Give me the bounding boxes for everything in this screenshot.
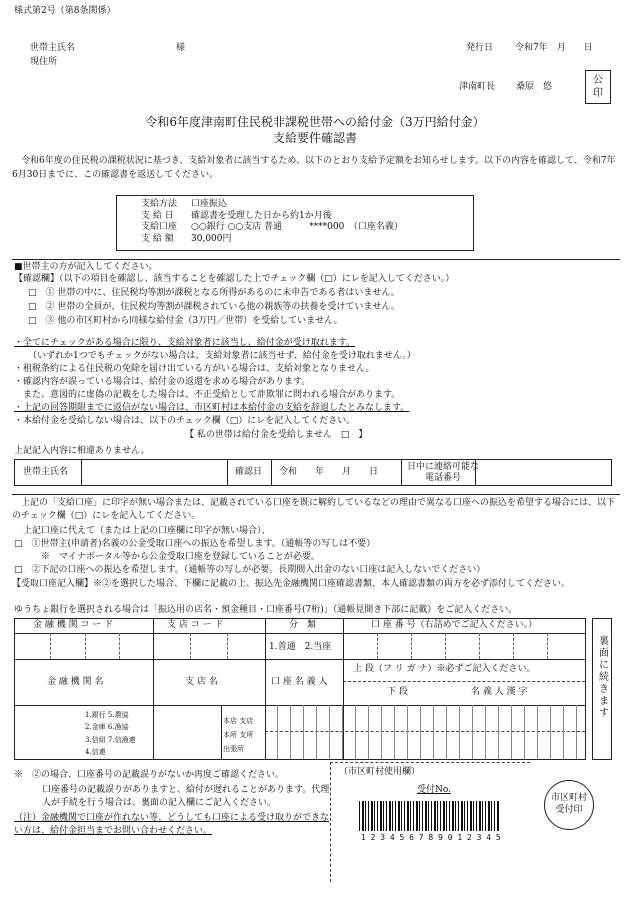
note-6: ・上記の回答期限までに返信がない場合は、市区町村は本給付金の支給を辞退したとみなします。: [14, 403, 410, 413]
official-seal: 公 印: [585, 70, 611, 104]
sig-date-label: 確認日: [235, 467, 263, 477]
decline-checkbox[interactable]: 【 私の世帯は給付金を受給しません □ 】: [185, 430, 368, 440]
note-4: ・確認内容が誤っている場合は、給付金の返還を求める場合があります。: [14, 377, 311, 387]
holder-char-grid[interactable]: [265, 705, 585, 759]
sig-date-field[interactable]: 令和 年 月 日: [279, 467, 379, 477]
check-item-2[interactable]: □ ② 世帯の全員が、住民税均等割が課税されている他の親族等の扶養を受けていません。: [28, 302, 400, 312]
payment-info-box: [116, 195, 474, 251]
payment-row: 支給口座 ○○銀行 ○○支店 普通 ****000 （口座名義）: [141, 222, 403, 233]
confirm-instruction: 【確認欄】（以下の項目を確認し、該当することを確認した上でチェック欄（□）にレを記入してください。）: [14, 274, 455, 284]
barcode-image: [359, 801, 499, 831]
note-3: ・租税条約による住民税の免除を届け出ている方がいる場合は、支給対象となりません。: [14, 364, 375, 374]
branch-code-header: 支 店 コ ー ド: [167, 620, 224, 630]
bank-account-table: [14, 618, 586, 760]
yucho-instruction: ゆうちょ銀行を選択される場合は「振込用の店名・預金種目・口座番号(7桁)」（通帳見開き下部に記載）をご記入ください。: [14, 605, 518, 615]
furigana-label: 上 段（フ リ ガ ナ）※必ずご記入ください。: [353, 664, 536, 674]
note-7: ・本給付金を受給しない場合は、以下のチェック欄（□）にレを記入してください。: [14, 416, 356, 426]
issue-date: 令和7年 月 日: [515, 43, 593, 53]
note-5: また、意図的に虚偽の記載をした場合は、不正受給として詐欺罪に問われる場合があります。: [14, 390, 401, 400]
tel-label: 日中に連絡可能な 電話番号: [407, 462, 480, 483]
bottom-note-1: ※ ②の場合、口座番号の記載誤りがないか再度ご確認ください。: [14, 770, 285, 780]
note-1: ・全てにチェックがある場合に限り、支給対象者に該当し、給付金が受け取れます。: [14, 338, 356, 348]
alt-option-head: 上記口座に代えて（または上記の口座欄に印字が無い場合）、: [14, 526, 271, 536]
intro-text: 令和6年度の住民税の課税状況に基づき、支給対象者に該当するため、以下のとおり支給予定額をお知らせします。以下の内容を確認して、令和7年6月30日までに、この確認書を返送してください。: [12, 156, 616, 180]
reception-stamp: 市区町村 受付印: [544, 780, 594, 830]
option-2-checkbox[interactable]: □ ②下記の口座への振込を希望します。（通帳等の写しが必要。長期間入出金のない口座は記入しないでください）: [14, 565, 486, 575]
bank-code-header: 金 融 機 関 コ ー ド: [33, 620, 114, 630]
payment-row: 支給方法 口座振込: [141, 199, 228, 209]
bottom-note-3: （注）金融機関で口座が作れない等、どうしても口座による受け取りができない方は、給付金担当までお問い合わせください。: [14, 813, 330, 837]
city-use-area: [330, 762, 530, 882]
check-item-3[interactable]: □ ③ 他の市区町村から同様な給付金（3万円／世帯）を受給していません。: [28, 316, 343, 326]
sig-name-label: 世帯主氏名: [23, 467, 69, 477]
kanji-label: 名 義 人 漢 字: [471, 687, 528, 697]
continue-on-back-label: 裏面に続きます: [592, 618, 612, 760]
option-1-checkbox[interactable]: □ ①世帯主(申請者)名義の公金受取口座への振込を希望します。（通帳等の写しは不要）: [14, 539, 376, 549]
account-holder-label: 口 座 名 義 人: [271, 677, 328, 687]
bank-name-label: 金 融 機 関 名: [47, 677, 104, 687]
branch-name-label: 支 店 名: [185, 677, 218, 687]
institution-kinds[interactable]: 1.銀行 5.農協 2.金庫 6.漁協 3.信組 7.信漁連 4.信連: [85, 711, 136, 756]
receive-account-instruction: 【受取口座記入欄】※②を選択した場合、下欄に記載の上、振込先金融機関口座確認書類、本人確認書類の両方を必ず添付してください。: [12, 579, 571, 589]
correct-statement: 上記記入内容に相違ありません。: [14, 446, 150, 456]
title-main: 令和6年度津南町住民税非課税世帯への給付金（3万円給付金）: [145, 115, 485, 129]
city-use-label: （市区町村使用欄）: [339, 767, 421, 777]
payment-row: 支 給 日 確認書を受理した日から約1か月後: [141, 210, 332, 221]
receipt-no-label: 受付No.: [417, 785, 451, 795]
title-sub: 支給要件確認書: [272, 131, 357, 145]
shop-kinds[interactable]: 本店 支店 本所 支所 出張所: [223, 717, 254, 753]
check-item-1[interactable]: □ ① 世帯の中に、住民税均等割が課税となる所得があるのに未申告である者はいません。: [28, 288, 400, 298]
issue-date-label: 発行日: [466, 43, 494, 53]
issuer: 津南町長: [459, 82, 496, 92]
note-2: （いずれか1つでもチェックがない場合は、支給対象者に該当せず、給付金を受け取れません。）: [28, 351, 416, 361]
account-number-header: 口 座 番 号（右詰めでご記入ください。）: [371, 620, 538, 630]
alt-account-paragraph: 上記の「支給口座」に印字が無い場合または、記載されている口座を既に解約しているなどの理由で異なる口座への振込を希望する場合には、以下のチェック欄（□）にレを記入してください。: [12, 498, 616, 522]
lower-label: 下 段: [387, 687, 408, 697]
household-head-name-label: 世帯主氏名: [30, 43, 76, 53]
section-head-label: ■世帯主の方が記入してください。: [14, 262, 158, 272]
option-1-note: ※ マイナポータル等から公金受取口座を登録していることが必要。: [14, 552, 320, 562]
type-header: 分 類: [289, 620, 317, 630]
payment-row: 支 給 額 30,000円: [141, 234, 232, 245]
address-label: 現住所: [30, 57, 58, 67]
signature-row: [14, 459, 612, 486]
account-type-options[interactable]: 1.普通 2.当座: [269, 642, 332, 652]
barcode-digits: 1 2 3 4 5 6 7 8 9 0 1 2 3 4 5: [361, 833, 501, 842]
form-number: 様式第2号（第8条関係）: [14, 6, 116, 16]
mayor-name: 桑原 悠: [516, 82, 553, 92]
sama-label: 様: [176, 43, 186, 53]
bottom-note-2: 口座番号の記載誤りがありますと、給付が遅れることがあります。代理人が手続を行う場合は、裏面の記入欄にご記入ください。: [42, 785, 330, 809]
